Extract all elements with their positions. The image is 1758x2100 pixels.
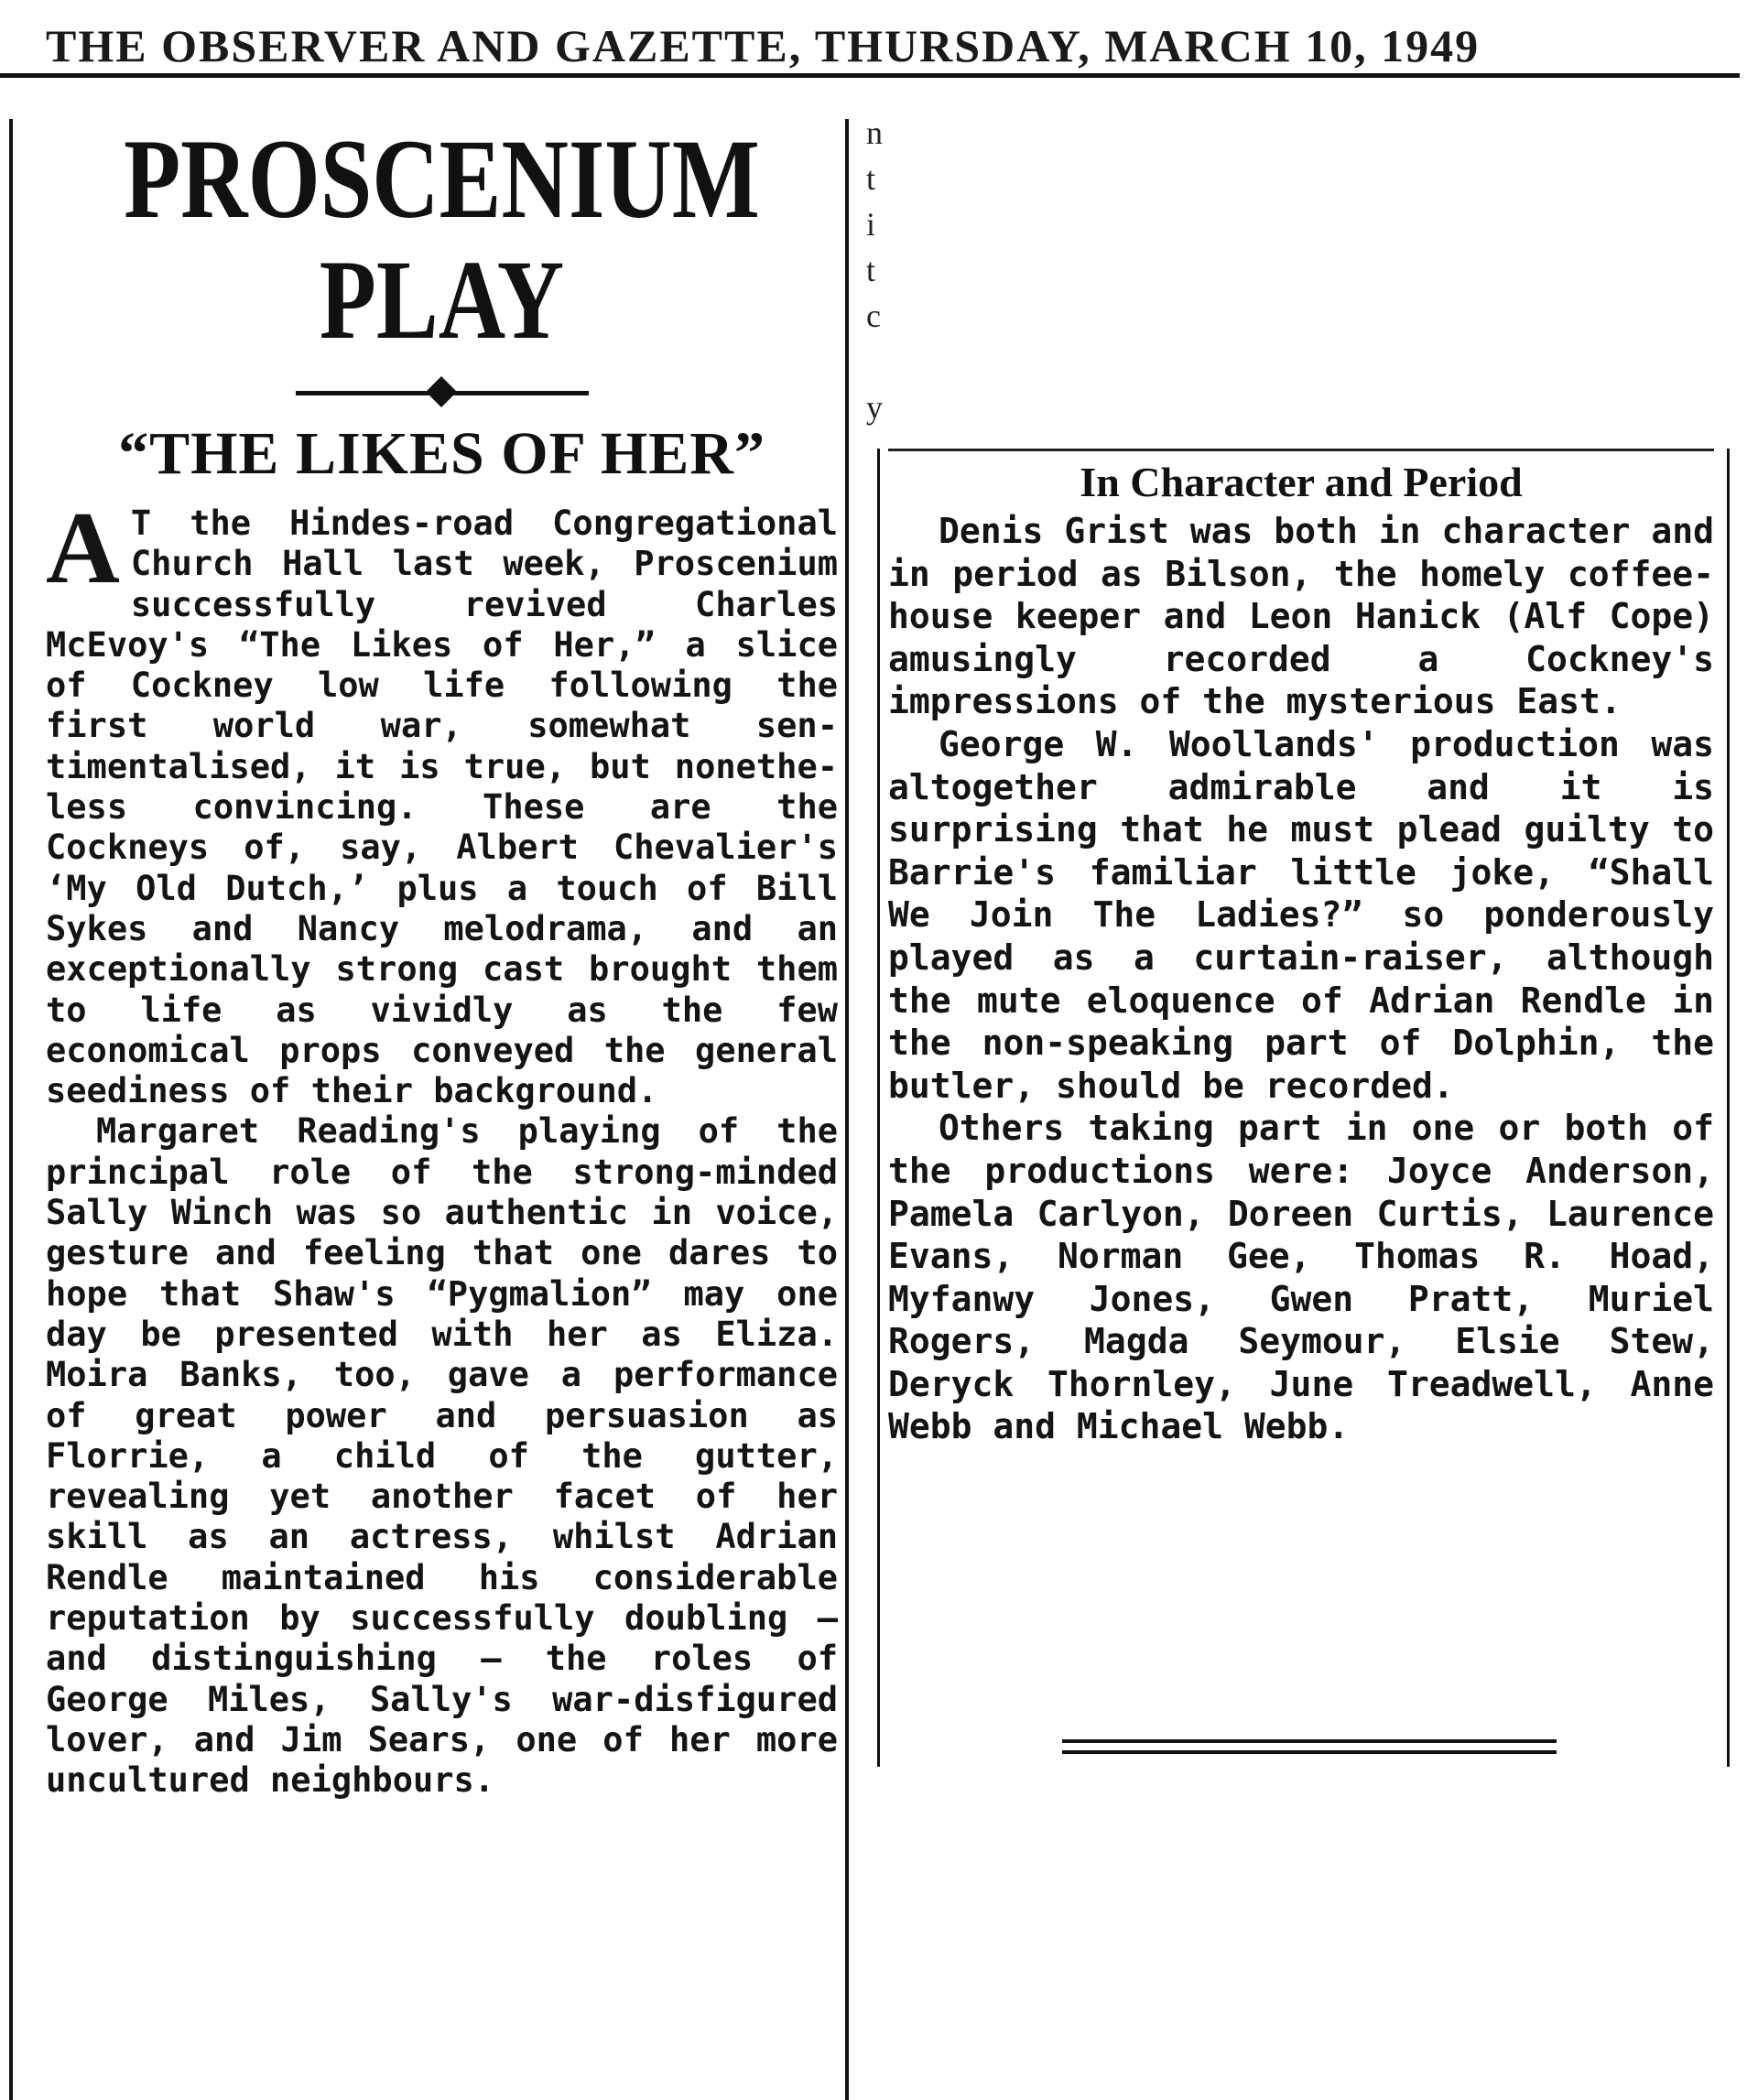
paragraph-1 xyxy=(46,492,838,1111)
fragment-letter: y xyxy=(866,389,883,426)
paragraph-3: Denis Grist was both in character and in period as Bilson, the homely coffee-house keeper and Leon Hanick (Alf Cope) amusingly recorded a Cockney's impressions of the mysterious East. xyxy=(888,511,1714,722)
fragment-letter xyxy=(866,339,888,384)
adjacent-column-fragments xyxy=(866,110,888,430)
far-right-rule xyxy=(1727,449,1730,1767)
article-subhead: “THE LIKES OF HER” xyxy=(118,420,765,487)
article-body-left xyxy=(46,492,838,1802)
paragraph-5: Others taking part in one or both of the productions were: Joyce Anderson, Pamela Carlyon, Doreen Curtis, Laurence Evans, Norman Gee, Thomas R. Hoad, Myfanwy Jones, Gwen Pratt, Muriel Rogers, Magda Seymour, Elsie Stew, Deryck Thornley, June Treadwell, Anne Webb and Michael Webb. xyxy=(888,1108,1714,1447)
left-column-rule xyxy=(9,119,13,2100)
paragraph-1-text: T the Hindes-road Congregational Church Hall last week, Proscenium successfully revived Charles McEvoy's “The Likes of Her,” a slice of Cockney low life following the first world war, somewhat sentimentalised, it is true, but nonethe-less convincing. These are the Cockneys of, say, Albert Chevalier's ‘My Old Dutch,’ plus a touch of Bill Sykes and Nancy melodrama, and an exceptionally strong cast brought them to life as vividly as the few economical props conveyed the general seediness of their background. xyxy=(46,503,838,1111)
drop-cap: A xyxy=(46,492,120,605)
headline-line-1: PROSCENIUM xyxy=(124,116,760,242)
fragment-letter: i xyxy=(866,206,876,243)
column-divider-rule xyxy=(845,119,849,2100)
fragment-letter: c xyxy=(866,298,881,334)
article-body-right xyxy=(888,510,1714,1448)
ornament-diamond-icon xyxy=(426,376,457,407)
headline-ornament-rule xyxy=(296,379,589,406)
newspaper-masthead xyxy=(0,0,1740,78)
article-left-column xyxy=(46,116,838,1802)
article-right-column xyxy=(888,449,1714,1767)
article-end-rule xyxy=(1062,1739,1557,1754)
headline-line-2: PLAY xyxy=(319,237,565,363)
masthead-text: THE OBSERVER AND GAZETTE, THURSDAY, MARCH 10, 1949 xyxy=(46,20,1481,71)
section-subheading: In Character and Period xyxy=(1080,459,1523,505)
fragment-letter: t xyxy=(866,160,876,197)
fragment-letter: t xyxy=(866,252,876,288)
right-column-rule xyxy=(877,449,880,1767)
paragraph-2: Margaret Reading's playing of the principal role of the strong-minded Sally Winch was so authentic in voice, gesture and feeling that one dares to hope that Shaw's “Pygmalion” may one day be presented with her as Eliza. Moira Banks, too, gave a performance of great power and persuasion as Florrie, a child of the gutter, revealing yet another facet of her skill as an actress, whilst Adrian Rendle maintained his considerable reputation by successfully doubling — and distinguishing — the roles of George Miles, Sally's war-disfigured lover, and Jim Sears, one of her more uncultured neighbours. xyxy=(46,1111,838,1801)
fragment-letter: n xyxy=(866,114,883,151)
paragraph-4: George W. Woollands' production was altogether admirable and it is surprising that he must plead guilty to Barrie's familiar little joke, “Shall We Join The Ladies?” so ponderously played as a curtain-raiser, although the mute eloquence of Adrian Rendle in the non-speaking part of Dolphin, the butler, should be recorded. xyxy=(888,723,1714,1106)
